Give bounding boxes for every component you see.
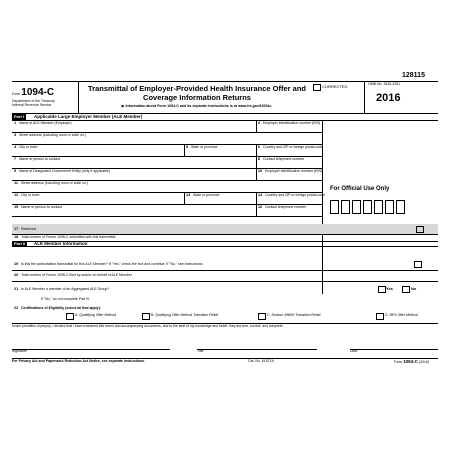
official-box	[352, 200, 361, 214]
field-number-12: 12	[14, 193, 19, 197]
signature-label: Signature	[12, 349, 27, 353]
field1-label: Name of ALE Member (Employer)	[19, 120, 72, 125]
field-number-8: 8	[258, 157, 261, 161]
field-number-18: 18	[14, 235, 19, 239]
header-divider-left	[78, 81, 79, 113]
field-number-2: 2	[258, 121, 261, 125]
official-box	[396, 200, 405, 214]
field21-note: If "No," do not complete Part IV.	[41, 297, 91, 301]
field7-label: Name of person to contact	[19, 156, 61, 161]
option-a-label: A. Qualifying Offer Method	[75, 313, 117, 317]
official-box	[341, 200, 350, 214]
row4-divider-a	[184, 144, 185, 156]
field11-label: Street address (including room or suite no.)	[21, 180, 89, 185]
field-number-3: 3	[14, 133, 17, 137]
field-number-14: 14	[258, 193, 263, 197]
field21-label: Is ALE Member a member of an Aggregated ALE Group?	[21, 286, 110, 291]
corrected-checkbox[interactable]	[313, 84, 321, 91]
part2-tag: Part II	[14, 241, 26, 246]
row12-divider-a	[184, 192, 185, 204]
field-number-15: 15	[14, 205, 19, 209]
form-1094c	[12, 72, 438, 370]
row20-rule	[12, 281, 438, 282]
field10-label: Employer identification number (EIN)	[265, 168, 323, 173]
yes-label: Yes	[386, 286, 393, 291]
field-number-16: 16	[258, 205, 263, 209]
row19-rule	[12, 270, 438, 271]
option-d-checkbox[interactable]	[376, 313, 384, 320]
date-line	[350, 349, 438, 350]
row15-rule	[12, 216, 322, 217]
option-d-label: D. 98% Offer Method	[385, 313, 418, 317]
part1-title: Applicable Large Employer Member (ALE Member)	[34, 114, 143, 119]
field-number-1: 1	[14, 121, 17, 125]
official-box	[385, 200, 394, 214]
part2-title-rule	[12, 246, 438, 247]
option-b-checkbox[interactable]	[142, 313, 150, 320]
field-number-10: 10	[258, 169, 263, 173]
part2-title: ALE Member Information	[34, 240, 88, 246]
corrected-label: CORRECTED	[322, 84, 348, 89]
form-title	[82, 84, 312, 102]
field-number-9: 9	[14, 169, 17, 173]
row9-divider	[256, 168, 257, 180]
field-number-11: 11	[14, 181, 19, 185]
field2-label: Employer identification number (EIN)	[263, 120, 321, 125]
option-b-label: B. Qualifying Offer Method Transition Relief	[151, 313, 219, 317]
form-year: 2016	[376, 92, 401, 104]
irs-label: Internal Revenue Service	[12, 103, 52, 107]
title-line1: Transmittal of Employer-Provided Health Insurance Offer and	[88, 84, 306, 93]
aggregated-yes-checkbox[interactable]	[378, 286, 386, 293]
field22-label: Certifications of Eligibility (select all that apply):	[21, 305, 101, 310]
field4-label: City or town	[19, 144, 38, 149]
field12-label: City or town	[21, 192, 40, 197]
signature-line	[12, 349, 170, 350]
date-label: Date	[350, 349, 358, 353]
form-ref-number: 1094-C	[403, 359, 418, 364]
field14-label: Country and ZIP or foreign postal code	[265, 192, 326, 197]
field5-label: State or province	[191, 144, 218, 149]
part1-title-rule	[12, 120, 438, 121]
form-reference	[394, 360, 429, 365]
field-number-22: 22	[14, 306, 19, 310]
field9-label: Name of Designated Government Entity (only if applicable)	[19, 168, 111, 173]
field6-label: Country and ZIP or foreign postal code	[263, 144, 324, 149]
official-box	[363, 200, 372, 214]
row12-divider-b	[256, 192, 257, 204]
instruction-line: ▶ Information about Form 1094-C and its separate instructions is at www.irs.gov/f1094c.	[121, 104, 273, 108]
no-label: No	[411, 286, 417, 291]
field17-label: Reserved	[21, 226, 36, 231]
option-c-checkbox[interactable]	[258, 313, 266, 320]
title-line2: Coverage Information Returns	[143, 93, 251, 102]
field-number-4: 4	[14, 145, 17, 149]
field-number-17: 17	[14, 227, 19, 231]
reserved-checkbox	[416, 226, 424, 233]
row4-divider-b	[256, 144, 257, 156]
field19-label: Is this the authoritative transmittal for this ALE Member? If "Yes," check the box and continue. If "No," see instructions	[21, 261, 203, 266]
field-number-19: 19	[14, 262, 19, 266]
field-number-5: 5	[186, 145, 189, 149]
field15-label: Name of person to contact	[21, 204, 63, 209]
row15-divider	[256, 204, 257, 216]
cat-number: Cat. No. 61571A	[248, 359, 274, 363]
option-c-label: C. Section 4980H Transition Relief	[267, 313, 321, 317]
official-box	[374, 200, 383, 214]
title-label: Title	[197, 349, 204, 353]
reserved-row-shade	[12, 224, 322, 234]
part1-tag: Part I	[14, 114, 25, 119]
field18-label: Total number of Forms 1095-C submitted with this transmittal	[21, 234, 116, 239]
field-number-21: 21	[14, 287, 19, 291]
row7-divider	[256, 156, 257, 168]
form-number-block	[12, 87, 54, 98]
field-number-20: 20	[14, 273, 19, 277]
field8-label: Contact telephone number	[263, 156, 305, 161]
form-ref-year: (2016)	[418, 360, 430, 364]
row1-divider	[256, 120, 257, 132]
omb-number: OMB No. 1545-2251	[368, 82, 401, 86]
perjury-statement: Under penalties of perjury, I declare that I have examined this return and accompanying documents, and to the best of my knowledge and belief, they are true, correct, and complete.	[12, 324, 284, 328]
field20-label: Total number of Forms 1095-C filed by and/or on behalf of ALE Member	[21, 272, 132, 277]
top-code: 128115	[402, 72, 425, 79]
field-number-13: 13	[186, 193, 191, 197]
official-box	[330, 200, 339, 214]
official-use-label: For Official Use Only	[330, 186, 390, 192]
field-number-7: 7	[14, 157, 17, 161]
field16-label: Contact telephone number	[265, 204, 307, 209]
option-a-checkbox[interactable]	[66, 313, 74, 320]
privacy-notice: For Privacy Act and Paperwork Reduction Act Notice, see separate instructions.	[12, 359, 145, 363]
field3-label: Street address (including room or suite no.)	[19, 132, 87, 137]
dept-label: Department of the Treasury	[12, 99, 55, 103]
field13-label: State or province	[193, 192, 220, 197]
form-ref-prefix: Form	[394, 360, 403, 364]
form-prefix: Form	[12, 92, 21, 96]
aggregated-no-checkbox[interactable]	[402, 286, 410, 293]
field-number-6: 6	[258, 145, 261, 149]
title-line	[197, 349, 317, 350]
header-divider-right	[364, 81, 365, 113]
form-number: 1094-C	[21, 87, 55, 98]
authoritative-checkbox[interactable]	[414, 261, 422, 268]
